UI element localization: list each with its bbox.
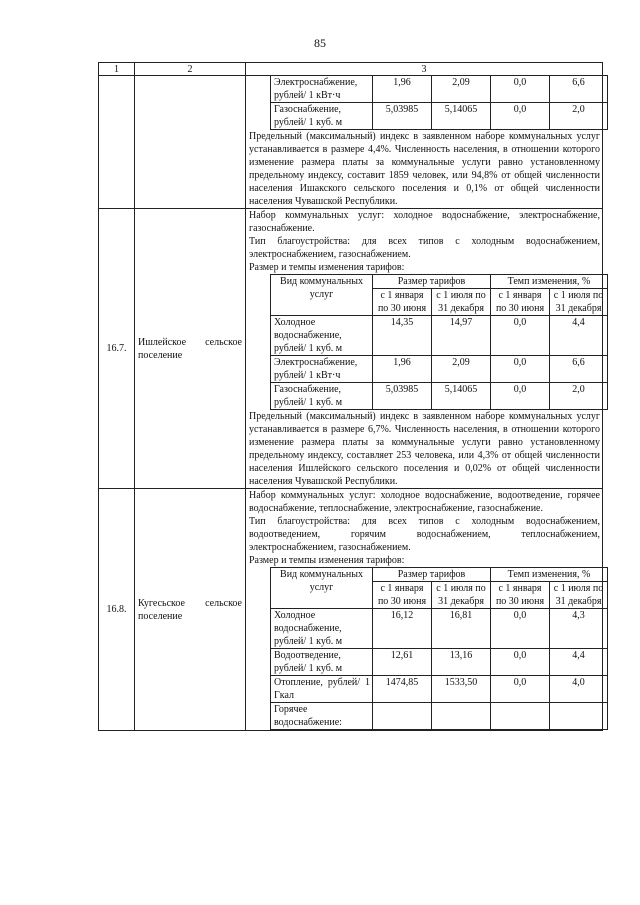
service-name: Отопление, рублей/ 1 Гкал bbox=[271, 676, 373, 703]
tariff-size-title: Размер и темпы изменения тарифов: bbox=[249, 262, 405, 273]
rate-jul: 2,0 bbox=[550, 383, 608, 410]
tariff-table bbox=[270, 274, 608, 410]
tariff-header-row bbox=[271, 275, 608, 289]
limit-index-paragraph: Предельный (максимальный) индекс в заявленном наборе коммунальных услуг устанавливается в размере 6,7%. Численность населения, в отношении которого изменение размера платы за коммунальные услуги равно установленному предельному индексу, составляет 253 человека, или 4,3% от общей численности населения Ишлейского сельского поселения и 0,02% от общей численности населения Чувашской Республики. bbox=[249, 411, 600, 487]
rate-jan: 0,0 bbox=[491, 76, 550, 103]
tariff-size-header: Размер тарифов bbox=[373, 275, 491, 289]
tariff-row bbox=[271, 383, 608, 410]
tariff-jul: 2,09 bbox=[432, 76, 491, 103]
tariff-row bbox=[271, 76, 608, 103]
rate-jan: 0,0 bbox=[491, 609, 550, 649]
settlement-content-cell bbox=[246, 209, 603, 489]
tariff-table bbox=[270, 75, 608, 130]
service-name: Холодное водоснабжение, рублей/ 1 куб. м bbox=[271, 316, 373, 356]
limit-index-paragraph: Предельный (максимальный) индекс в заявленном наборе коммунальных услуг устанавливается в размере 4,4%. Численность населения, в отношении которого изменение размера платы за коммунальные услуги равно установленному предельному индексу, составит 1859 человек, или 94,8% от общей численности населения Ишакского сельского поселения и 0,1% от общей численности населения Чувашской Республики. bbox=[249, 131, 600, 207]
tariff-jan: 16,12 bbox=[373, 609, 432, 649]
settlement-name-cell bbox=[135, 76, 246, 209]
settlement-row-16-8 bbox=[99, 489, 603, 731]
tariff-jul: 5,14065 bbox=[432, 383, 491, 410]
settlement-number: 16.7. bbox=[99, 209, 135, 489]
tariff-size-title: Размер и темпы изменения тарифов: bbox=[249, 555, 405, 566]
page-number: 85 bbox=[314, 36, 326, 50]
rate-jan: 0,0 bbox=[491, 649, 550, 676]
tariff-jan: 1,96 bbox=[373, 356, 432, 383]
tariff-row bbox=[271, 103, 608, 130]
tariff-jan: 5,03985 bbox=[373, 103, 432, 130]
rate-jul: 4,4 bbox=[550, 316, 608, 356]
tariff-size-header: Размер тарифов bbox=[373, 568, 491, 582]
column-number-row bbox=[99, 63, 603, 76]
period-jul-header: с 1 июля по 31 декабря bbox=[550, 289, 608, 316]
tariff-row bbox=[271, 676, 608, 703]
settlement-row-16-7 bbox=[99, 209, 603, 489]
period-jul-header: с 1 июля по 31 декабря bbox=[550, 582, 608, 609]
service-name: Горячее водоснабжение: bbox=[271, 703, 373, 730]
change-rate-header: Темп изменения, % bbox=[491, 568, 608, 582]
column-number-3: 3 bbox=[246, 63, 603, 76]
tariff-row bbox=[271, 609, 608, 649]
period-jan-header: с 1 января по 30 июня bbox=[491, 582, 550, 609]
rate-jan: 0,0 bbox=[491, 103, 550, 130]
rate-jan bbox=[491, 703, 550, 730]
service-name: Электроснабжение, рублей/ 1 кВт·ч bbox=[271, 76, 373, 103]
settlement-name: Ишлейское сельское поселение bbox=[135, 209, 246, 489]
tariff-table bbox=[270, 567, 608, 730]
tariff-row bbox=[271, 649, 608, 676]
column-number-1: 1 bbox=[99, 63, 135, 76]
tariff-row bbox=[271, 703, 608, 730]
settlement-number-cell bbox=[99, 76, 135, 209]
tariff-document-table bbox=[98, 62, 603, 731]
tariff-jan: 14,35 bbox=[373, 316, 432, 356]
rate-jul bbox=[550, 703, 608, 730]
rate-jul: 4,0 bbox=[550, 676, 608, 703]
period-jul-header: с 1 июля по 31 декабря bbox=[432, 289, 491, 316]
rate-jan: 0,0 bbox=[491, 383, 550, 410]
tariff-jul: 13,16 bbox=[432, 649, 491, 676]
change-rate-header: Темп изменения, % bbox=[491, 275, 608, 289]
service-name: Водоотведение, рублей/ 1 куб. м bbox=[271, 649, 373, 676]
previous-settlement-row bbox=[99, 76, 603, 209]
tariff-jul: 5,14065 bbox=[432, 103, 491, 130]
tariff-header-row bbox=[271, 568, 608, 582]
improvement-type-paragraph: Тип благоустройства: для всех типов с холодным водоснабжением, электроснабжением, газоснабжением. bbox=[249, 236, 600, 260]
tariff-row bbox=[271, 316, 608, 356]
settlement-number: 16.8. bbox=[99, 489, 135, 731]
service-type-header: Вид коммунальных услуг bbox=[271, 568, 373, 609]
tariff-jul bbox=[432, 703, 491, 730]
service-type-header: Вид коммунальных услуг bbox=[271, 275, 373, 316]
service-name: Электроснабжение, рублей/ 1 кВт·ч bbox=[271, 356, 373, 383]
column-number-2: 2 bbox=[135, 63, 246, 76]
services-set-paragraph: Набор коммунальных услуг: холодное водоснабжение, электроснабжение, газоснабжение. bbox=[249, 210, 600, 234]
period-jan-header: с 1 января по 30 июня bbox=[373, 582, 432, 609]
tariff-jul: 1533,50 bbox=[432, 676, 491, 703]
tariff-jan: 1474,85 bbox=[373, 676, 432, 703]
rate-jan: 0,0 bbox=[491, 316, 550, 356]
rate-jul: 2,0 bbox=[550, 103, 608, 130]
tariff-jul: 2,09 bbox=[432, 356, 491, 383]
rate-jul: 6,6 bbox=[550, 76, 608, 103]
tariff-jan: 1,96 bbox=[373, 76, 432, 103]
rate-jan: 0,0 bbox=[491, 356, 550, 383]
settlement-content-cell bbox=[246, 489, 603, 731]
rate-jan: 0,0 bbox=[491, 676, 550, 703]
service-name: Газоснабжение, рублей/ 1 куб. м bbox=[271, 103, 373, 130]
tariff-jan: 5,03985 bbox=[373, 383, 432, 410]
period-jan-header: с 1 января по 30 июня bbox=[373, 289, 432, 316]
tariff-jan: 12,61 bbox=[373, 649, 432, 676]
services-set-paragraph: Набор коммунальных услуг: холодное водоснабжение, водоотведение, горячее водоснабжение, теплоснабжение, электроснабжение, газоснабжение. bbox=[249, 490, 600, 514]
improvement-type-paragraph: Тип благоустройства: для всех типов с холодным водоснабжением, водоотведением, горячим водоснабжением, теплоснабжением, электроснабжением, газоснабжением. bbox=[249, 516, 600, 553]
service-name: Холодное водоснабжение, рублей/ 1 куб. м bbox=[271, 609, 373, 649]
settlement-name: Кугесьское сельское поселение bbox=[135, 489, 246, 731]
tariff-row bbox=[271, 356, 608, 383]
service-name: Газоснабжение, рублей/ 1 куб. м bbox=[271, 383, 373, 410]
settlement-content-cell bbox=[246, 76, 603, 209]
tariff-jul: 16,81 bbox=[432, 609, 491, 649]
rate-jul: 6,6 bbox=[550, 356, 608, 383]
period-jan-header: с 1 января по 30 июня bbox=[491, 289, 550, 316]
tariff-jan bbox=[373, 703, 432, 730]
tariff-jul: 14,97 bbox=[432, 316, 491, 356]
rate-jul: 4,4 bbox=[550, 649, 608, 676]
period-jul-header: с 1 июля по 31 декабря bbox=[432, 582, 491, 609]
rate-jul: 4,3 bbox=[550, 609, 608, 649]
